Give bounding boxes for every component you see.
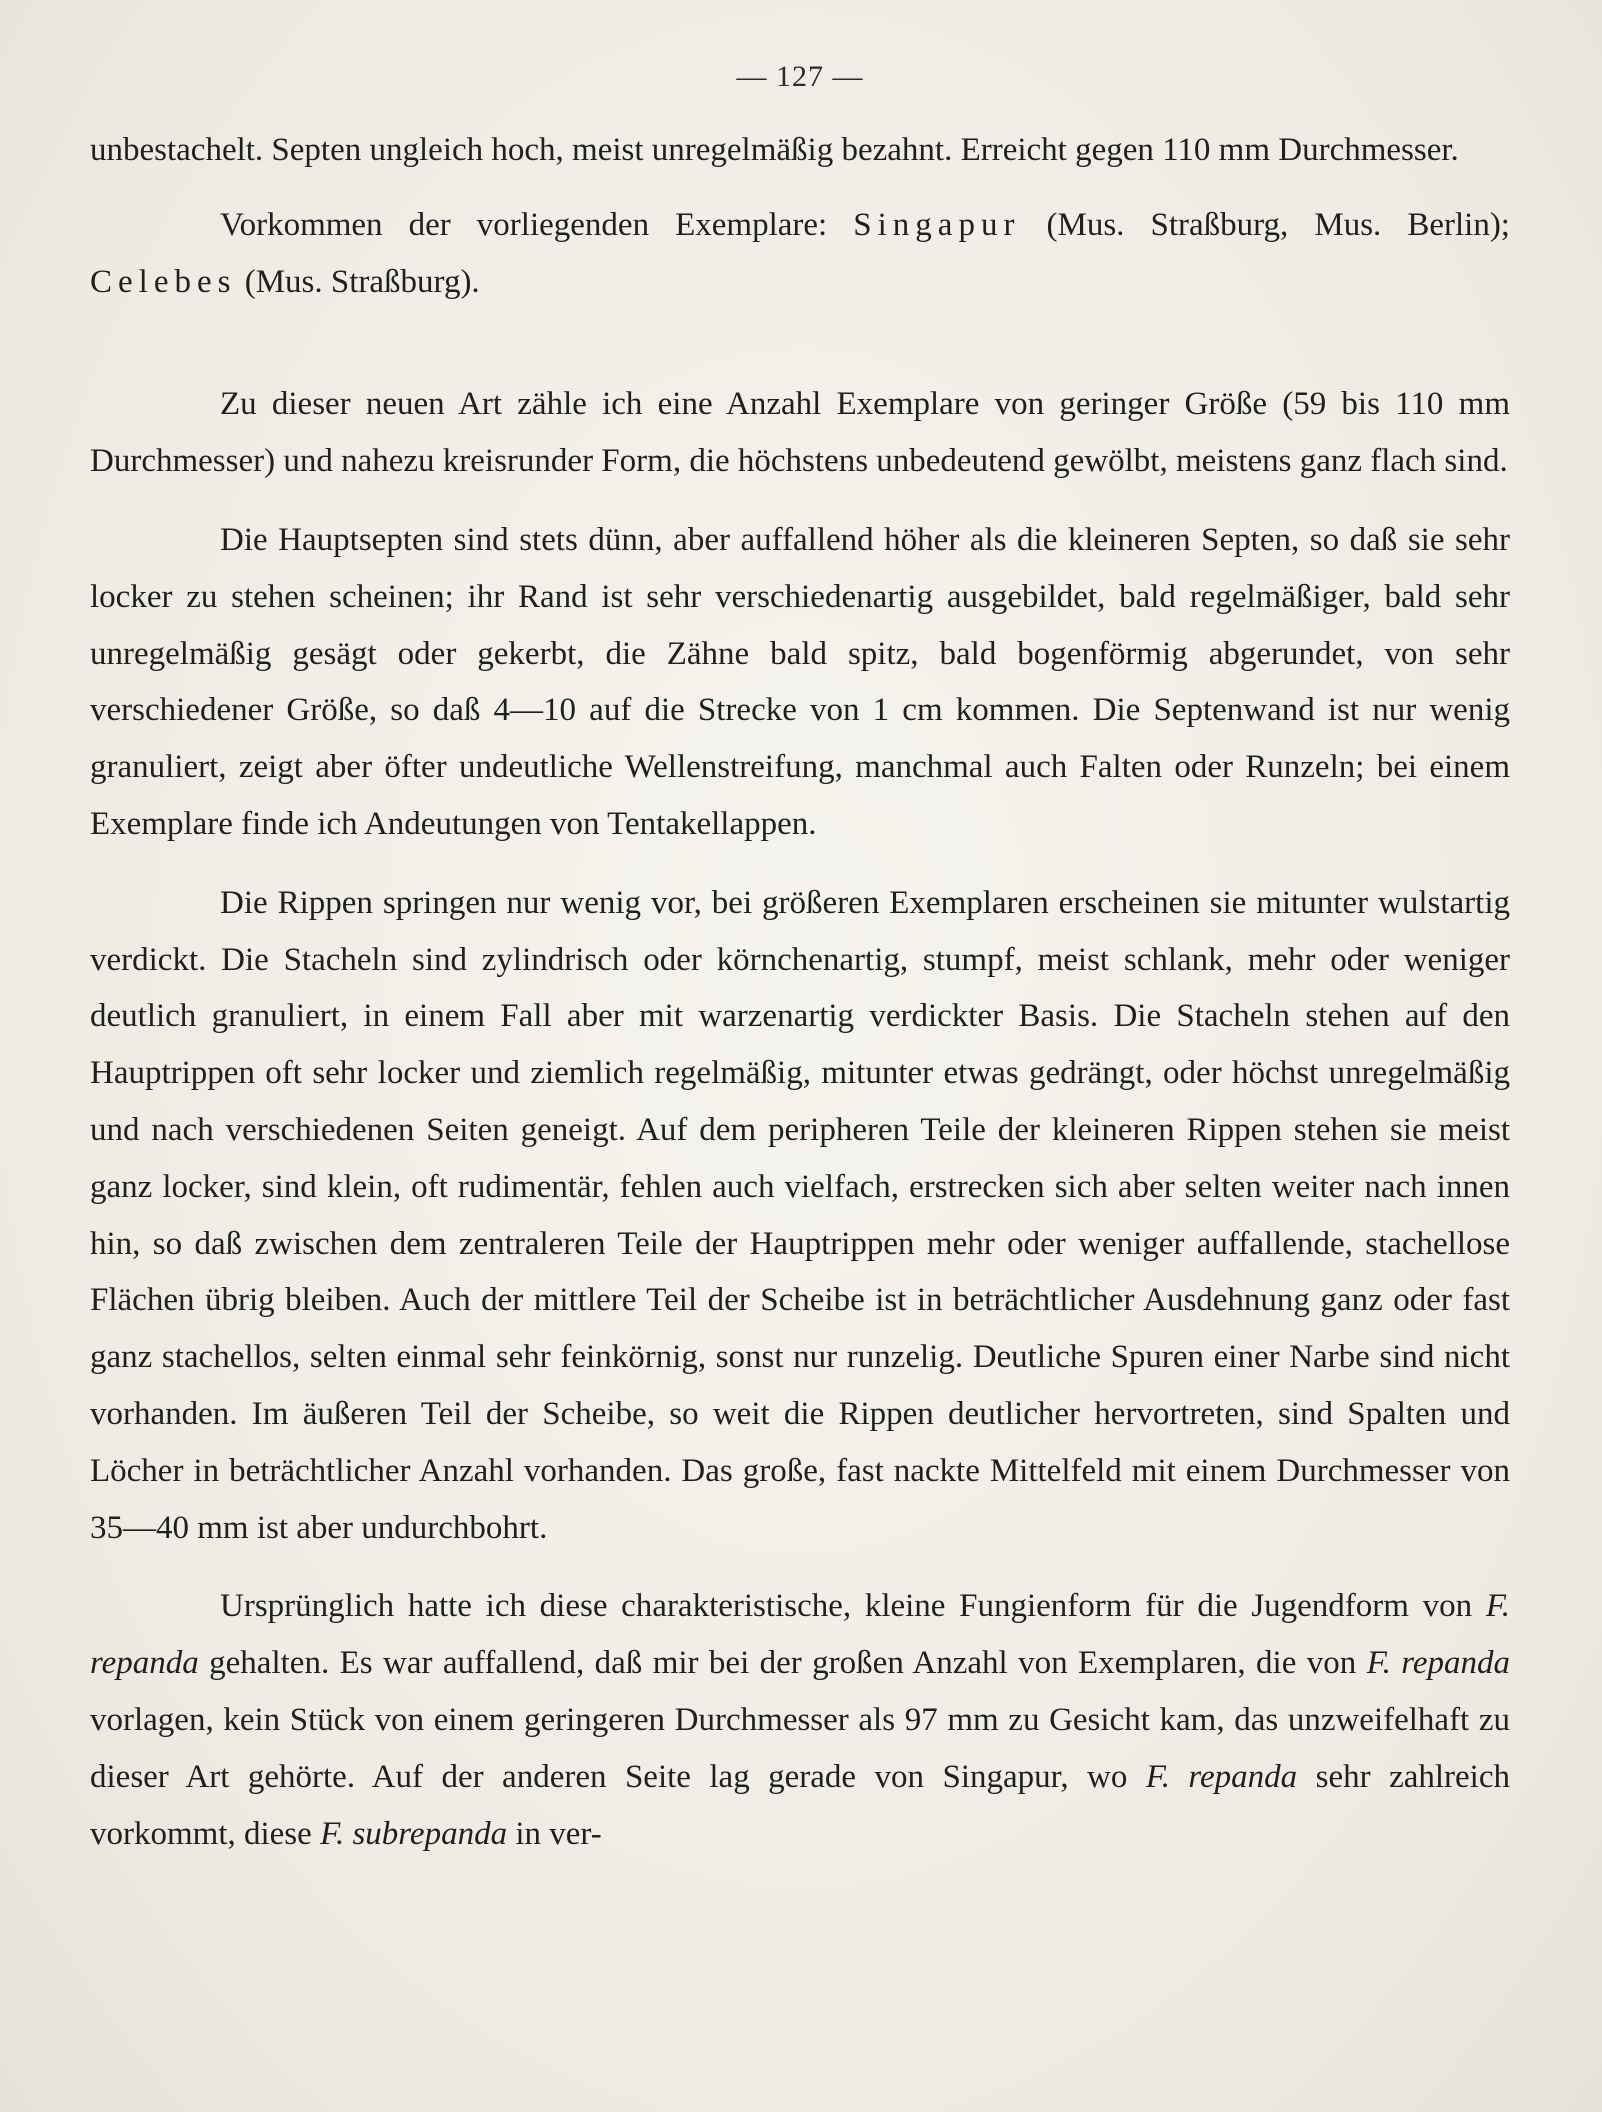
paragraph-occurrence — [90, 197, 1510, 311]
text-segment: in ver- — [507, 1815, 602, 1852]
species-name: F. subrepanda — [320, 1815, 508, 1852]
document-page — [90, 60, 1510, 1862]
occurrence-text-museums: (Mus. Straßburg, Mus. Berlin); — [1020, 206, 1510, 243]
text-segment: sehr zahlreich vorkommt, diese — [90, 1758, 1510, 1852]
occurrence-text-end: (Mus. Straßburg). — [236, 263, 480, 300]
species-name: F. repanda — [1366, 1645, 1511, 1682]
text-segment: vorlagen, kein Stück von einem geringeren Durchmesser als 97 mm zu Gesicht kam, das unzweifelhaft zu dieser Art gehörte. Auf der anderen Seite lag gerade von Singapur, wo — [90, 1701, 1510, 1795]
text-segment: Ursprünglich hatte ich diese charakteristische, kleine Fungienform für die Jugendform von — [220, 1588, 1486, 1625]
paragraph-4: Die Hauptsepten sind stets dünn, aber auffallend höher als die kleineren Septen, so daß sie sehr locker zu stehen scheinen; ihr Rand ist sehr verschiedenartig ausgebildet, bald regelmäßiger, bald sehr unregelmäßig gesägt oder gekerbt, die Zähne bald spitz, bald bogenförmig abgerundet, von sehr verschiedener Größe, so daß 4—10 auf die Strecke von 1 cm kommen. Die Septenwand ist nur wenig granuliert, zeigt aber öfter undeutliche Wellenstreifung, manchmal auch Falten oder Runzeln; bei einem Exemplare finde ich Andeutungen von Tentakellappen. — [90, 521, 1510, 842]
paragraph-1: unbestachelt. Septen ungleich hoch, meist unregelmäßig bezahnt. Erreicht gegen 110 mm Durchmesser. — [90, 132, 1459, 168]
species-name: F. repanda — [90, 1588, 1510, 1682]
paragraph-6 — [90, 1578, 1510, 1862]
location-singapur: Singapur — [853, 206, 1021, 243]
paragraph-5: Die Rippen springen nur wenig vor, bei größeren Exemplaren erscheinen sie mitunter wulstartig verdickt. Die Stacheln sind zylindrisch oder körnchenartig, stumpf, meist schlank, mehr oder weniger deutlich granuliert, in einem Fall aber mit warzenartig verdickter Basis. Die Stacheln stehen auf den Hauptrippen oft sehr locker und ziemlich regelmäßig, mitunter etwas gedrängt, oder höchst unregelmäßig und nach verschiedenen Seiten geneigt. Auf dem peripheren Teile der kleineren Rippen stehen sie meist ganz locker, sind klein, oft rudimentär, fehlen auch vielfach, erstrecken sich aber selten weiter nach innen hin, so daß zwischen dem zentraleren Teile der Hauptrippen mehr oder weniger auffallende, stachellose Flächen übrig bleiben. Auch der mittlere Teil der Scheibe ist in beträchtlicher Ausdehnung ganz oder fast ganz stachellos, selten einmal sehr feinkörnig, sonst nur runzelig. Deutliche Spuren einer Narbe sind nicht vorhanden. Im äußeren Teil der Scheibe, so weit die Rippen deutlicher hervortreten, sind Spalten und Löcher in beträchtlicher Anzahl vorhanden. Das große, fast nackte Mittelfeld mit einem Durchmesser von 35—40 mm ist aber undurchbohrt. — [90, 884, 1510, 1546]
location-celebes: Celebes — [90, 263, 237, 300]
occurrence-text: Vorkommen der vorliegenden Exemplare: — [220, 206, 854, 243]
paragraph-3: Zu dieser neuen Art zähle ich eine Anzahl Exemplare von geringer Größe (59 bis 110 mm Durchmesser) und nahezu kreisrunder Form, die höchstens unbedeutend gewölbt, meistens ganz flach sind. — [90, 386, 1510, 480]
species-name: F. repanda — [1145, 1758, 1298, 1795]
page-number: — 127 — — [736, 60, 864, 93]
text-segment: gehalten. Es war auffallend, daß mir bei der großen Anzahl von Exemplaren, die von — [198, 1645, 1367, 1682]
